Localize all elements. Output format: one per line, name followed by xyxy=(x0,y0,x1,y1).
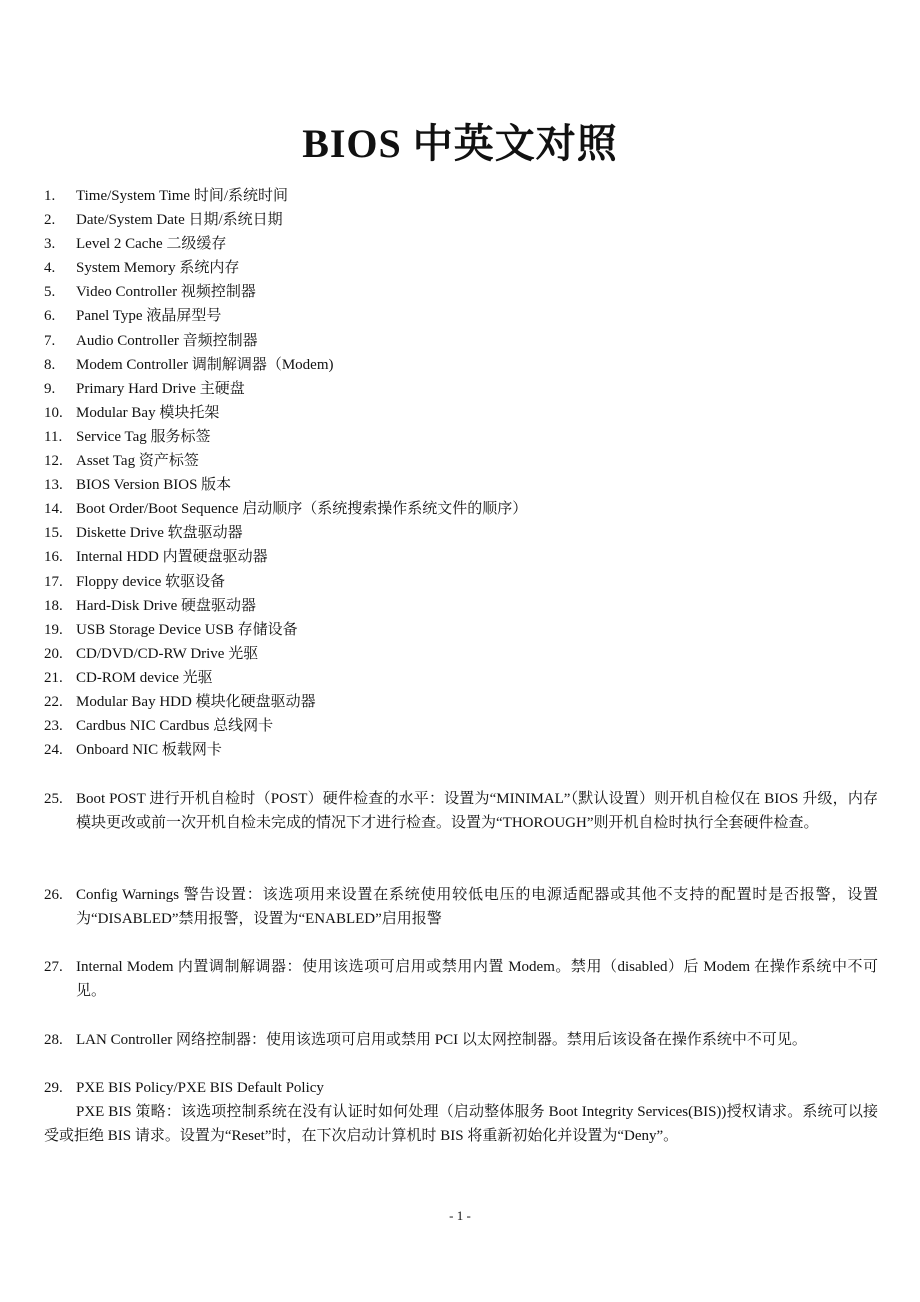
item-number: 14. xyxy=(44,501,63,518)
item-number: 25. xyxy=(44,791,63,807)
item-text: Asset Tag 资产标签 xyxy=(76,453,199,470)
item-number: 12. xyxy=(44,453,63,470)
item-text: Panel Type 液晶屏型号 xyxy=(76,308,222,325)
item-text: Primary Hard Drive 主硬盘 xyxy=(76,380,245,397)
list-item xyxy=(44,738,878,762)
list-item xyxy=(44,473,878,497)
item-text: System Memory 系统内存 xyxy=(76,260,240,277)
item-text: Hard-Disk Drive 硬盘驱动器 xyxy=(76,597,256,614)
item-number: 15. xyxy=(44,525,63,542)
item-number: 9. xyxy=(44,380,56,397)
paragraph-text: LAN Controller 网络控制器：使用该选项可启用或禁用 PCI 以太网控制器。禁用后该设备在操作系统中不可见。 xyxy=(76,1032,807,1048)
paragraph-text: Internal Modem 内置调制解调器：使用该选项可启用或禁用内置 Modem。禁用（disabled）后 Modem 在操作系统中不可见。 xyxy=(76,959,878,1000)
list-item xyxy=(44,570,878,594)
item-text: CD-ROM device 光驱 xyxy=(76,669,213,686)
item-number: 5. xyxy=(44,284,56,301)
item-text: Modem Controller 调制解调器（Modem) xyxy=(76,356,334,373)
paragraph-lan-controller xyxy=(44,1028,878,1052)
list-item xyxy=(44,353,878,377)
item-text: Service Tag 服务标签 xyxy=(76,428,211,445)
list-item xyxy=(44,425,878,449)
item-text: Internal HDD 内置硬盘驱动器 xyxy=(76,549,268,566)
paragraph-boot-post xyxy=(44,787,878,835)
item-number: 1. xyxy=(44,188,56,204)
item-number: 10. xyxy=(44,404,63,421)
item-number: 19. xyxy=(44,621,63,638)
item-number: 8. xyxy=(44,356,56,373)
paragraph-heading: PXE BIS Policy/PXE BIS Default Policy xyxy=(76,1080,324,1096)
page-number: - 1 - xyxy=(449,1208,471,1223)
item-number: 28. xyxy=(44,1032,63,1048)
paragraph-text: Config Warnings 警告设置：该选项用来设置在系统使用较低电压的电源适配器或其他不支持的配置时是否报警，设置为“DISABLED”禁用报警，设置为“ENABLED”启用报警 xyxy=(76,887,878,928)
item-number: 16. xyxy=(44,549,63,566)
item-text: Boot Order/Boot Sequence 启动顺序（系统搜索操作系统文件的顺序） xyxy=(76,501,528,518)
glossary-list xyxy=(44,184,878,762)
item-number: 26. xyxy=(44,887,63,903)
item-number: 3. xyxy=(44,236,56,253)
item-text: Audio Controller 音频控制器 xyxy=(76,332,258,349)
item-number: 11. xyxy=(44,428,63,445)
item-text: BIOS Version BIOS 版本 xyxy=(76,477,232,494)
list-item xyxy=(44,280,878,304)
list-item xyxy=(44,184,878,208)
item-text: Onboard NIC 板载网卡 xyxy=(76,742,222,759)
item-number: 27. xyxy=(44,959,63,975)
list-item xyxy=(44,329,878,353)
item-number: 29. xyxy=(44,1080,63,1096)
list-item xyxy=(44,594,878,618)
item-text: Modular Bay 模块托架 xyxy=(76,404,220,421)
list-item xyxy=(44,304,878,328)
list-item xyxy=(44,449,878,473)
list-item xyxy=(44,401,878,425)
list-item xyxy=(44,256,878,280)
item-number: 2. xyxy=(44,212,56,229)
item-number: 22. xyxy=(44,693,63,710)
page-title: BIOS 中英文对照 xyxy=(302,121,618,166)
item-text: USB Storage Device USB 存储设备 xyxy=(76,621,298,638)
list-item xyxy=(44,714,878,738)
paragraph-pxe-bis-policy xyxy=(44,1076,878,1149)
item-text: Cardbus NIC Cardbus 总线网卡 xyxy=(76,718,274,735)
item-text: Date/System Date 日期/系统日期 xyxy=(76,212,283,229)
paragraph-text: Boot POST 进行开机自检时（POST）硬件检查的水平：设置为“MINIMAL”（默认设置）则开机自检仅在 BIOS 升级，内存模块更改或前一次开机自检未完成的情况下才进行检查。设置为“THOROUGH”则开机自检时执行全套硬件检查。 xyxy=(76,791,878,832)
list-item xyxy=(44,377,878,401)
list-item xyxy=(44,208,878,232)
paragraph-internal-modem xyxy=(44,955,878,1003)
paragraph-text: PXE BIS 策略：该选项控制系统在没有认证时如何处理（启动整体服务 Boot Integrity Services(BIS))授权请求。系统可以接受或拒绝 BIS 请求。设置为“Reset”时，在下次启动计算机时 BIS 将重新初始化并设置为“Deny”。 xyxy=(44,1104,878,1145)
item-number: 18. xyxy=(44,597,63,614)
item-number: 4. xyxy=(44,260,56,277)
list-item xyxy=(44,666,878,690)
list-item xyxy=(44,232,878,256)
item-number: 20. xyxy=(44,645,63,662)
item-number: 7. xyxy=(44,332,56,349)
item-text: Floppy device 软驱设备 xyxy=(76,573,226,590)
item-text: Diskette Drive 软盘驱动器 xyxy=(76,525,243,542)
list-item xyxy=(44,618,878,642)
list-item xyxy=(44,642,878,666)
list-item xyxy=(44,497,878,521)
item-number: 23. xyxy=(44,718,63,735)
paragraph-config-warnings xyxy=(44,883,878,931)
list-item xyxy=(44,521,878,545)
item-number: 6. xyxy=(44,308,56,325)
item-text: CD/DVD/CD-RW Drive 光驱 xyxy=(76,645,259,662)
item-text: Time/System Time 时间/系统时间 xyxy=(76,188,288,204)
list-item xyxy=(44,545,878,569)
item-text: Level 2 Cache 二级缓存 xyxy=(76,236,227,253)
item-number: 21. xyxy=(44,669,63,686)
item-text: Modular Bay HDD 模块化硬盘驱动器 xyxy=(76,693,316,710)
item-number: 24. xyxy=(44,742,63,759)
item-text: Video Controller 视频控制器 xyxy=(76,284,256,301)
list-item xyxy=(44,690,878,714)
item-number: 13. xyxy=(44,477,63,494)
item-number: 17. xyxy=(44,573,63,590)
